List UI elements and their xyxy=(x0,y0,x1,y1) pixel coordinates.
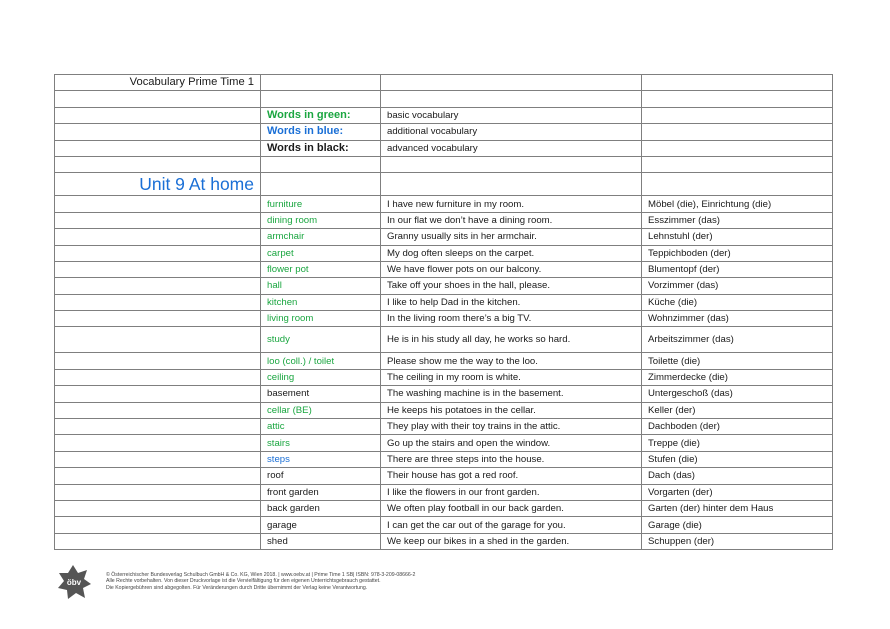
german-translation: Untergeschoß (das) xyxy=(642,386,833,402)
empty-cell xyxy=(55,451,261,467)
example-sentence: I can get the car out of the garage for you. xyxy=(381,517,642,533)
vocab-word: study xyxy=(261,327,381,353)
empty-cell xyxy=(55,386,261,402)
example-sentence: We keep our bikes in a shed in the garden. xyxy=(381,533,642,549)
empty-row xyxy=(55,91,833,107)
example-sentence: Go up the stairs and open the window. xyxy=(381,435,642,451)
vocab-word: attic xyxy=(261,419,381,435)
german-translation: Vorgarten (der) xyxy=(642,484,833,500)
vocab-row xyxy=(55,294,833,310)
empty-cell xyxy=(55,500,261,516)
vocab-row xyxy=(55,196,833,212)
vocab-row xyxy=(55,402,833,418)
vocab-word: flower pot xyxy=(261,261,381,277)
example-sentence: The ceiling in my room is white. xyxy=(381,369,642,385)
vocab-row xyxy=(55,435,833,451)
vocab-word: kitchen xyxy=(261,294,381,310)
german-translation: Schuppen (der) xyxy=(642,533,833,549)
empty-cell xyxy=(55,327,261,353)
vocab-row xyxy=(55,517,833,533)
german-translation: Wohnzimmer (das) xyxy=(642,311,833,327)
vocab-word: ceiling xyxy=(261,369,381,385)
vocab-row xyxy=(55,451,833,467)
legend-row-black xyxy=(55,140,833,156)
vocab-word: shed xyxy=(261,533,381,549)
german-translation: Vorzimmer (das) xyxy=(642,278,833,294)
empty-cell xyxy=(55,533,261,549)
vocab-row xyxy=(55,353,833,369)
vocab-row xyxy=(55,311,833,327)
vocab-word: roof xyxy=(261,468,381,484)
legend-description: advanced vocabulary xyxy=(381,140,642,156)
vocab-row xyxy=(55,484,833,500)
german-translation: Toilette (die) xyxy=(642,353,833,369)
legend-description: additional vocabulary xyxy=(381,124,642,140)
vocab-row xyxy=(55,278,833,294)
example-sentence: Please show me the way to the loo. xyxy=(381,353,642,369)
example-sentence: He is in his study all day, he works so hard. xyxy=(381,327,642,353)
empty-cell xyxy=(55,369,261,385)
legend-row-blue xyxy=(55,124,833,140)
empty-cell xyxy=(55,294,261,310)
vocab-word: armchair xyxy=(261,229,381,245)
empty-row xyxy=(55,156,833,172)
empty-cell xyxy=(55,435,261,451)
vocab-word: stairs xyxy=(261,435,381,451)
footer-line: © Österreichischer Bundesverlag Schulbuch GmbH & Co. KG, Wien 2018. | www.oebv.at | Prime Time 1 SB| ISBN: 978-3-209-08666-2 xyxy=(106,572,416,578)
logo-text: öbv xyxy=(66,578,82,587)
empty-cell xyxy=(55,402,261,418)
vocab-word: carpet xyxy=(261,245,381,261)
vocab-word: cellar (BE) xyxy=(261,402,381,418)
empty-cell xyxy=(55,212,261,228)
example-sentence: I like the flowers in our front garden. xyxy=(381,484,642,500)
legend-label: Words in blue: xyxy=(261,124,381,140)
german-translation: Dach (das) xyxy=(642,468,833,484)
vocab-row xyxy=(55,386,833,402)
legend-label: Words in green: xyxy=(261,107,381,123)
legend-description: basic vocabulary xyxy=(381,107,642,123)
german-translation: Treppe (die) xyxy=(642,435,833,451)
german-translation: Esszimmer (das) xyxy=(642,212,833,228)
example-sentence: I like to help Dad in the kitchen. xyxy=(381,294,642,310)
vocab-word: front garden xyxy=(261,484,381,500)
example-sentence: In our flat we don’t have a dining room. xyxy=(381,212,642,228)
vocab-row xyxy=(55,468,833,484)
example-sentence: The washing machine is in the basement. xyxy=(381,386,642,402)
vocab-word: basement xyxy=(261,386,381,402)
vocab-row xyxy=(55,369,833,385)
vocab-word: garage xyxy=(261,517,381,533)
vocab-row xyxy=(55,533,833,549)
title-row xyxy=(55,75,833,91)
vocab-row xyxy=(55,419,833,435)
example-sentence: He keeps his potatoes in the cellar. xyxy=(381,402,642,418)
oebv-logo-icon xyxy=(56,564,92,600)
example-sentence: We have flower pots on our balcony. xyxy=(381,261,642,277)
german-translation: Zimmerdecke (die) xyxy=(642,369,833,385)
footer-line: Die Kopiergebühren sind abgegolten. Für Veränderungen durch Dritte übernimmt der Verlag keine Verantwortung. xyxy=(106,584,368,591)
unit-title: Unit 9 At home xyxy=(55,173,261,196)
german-translation: Teppichboden (der) xyxy=(642,245,833,261)
empty-cell xyxy=(55,278,261,294)
unit-row xyxy=(55,173,833,196)
vocabulary-table xyxy=(54,74,833,550)
empty-cell xyxy=(55,353,261,369)
empty-cell xyxy=(55,517,261,533)
german-translation: Blumentopf (der) xyxy=(642,261,833,277)
vocab-row xyxy=(55,500,833,516)
empty-cell xyxy=(55,311,261,327)
german-translation: Keller (der) xyxy=(642,402,833,418)
example-sentence: My dog often sleeps on the carpet. xyxy=(381,245,642,261)
vocab-row xyxy=(55,327,833,353)
vocab-word: steps xyxy=(261,451,381,467)
footer xyxy=(56,564,556,600)
german-translation: Lehnstuhl (der) xyxy=(642,229,833,245)
german-translation: Dachboden (der) xyxy=(642,419,833,435)
vocab-word: loo (coll.) / toilet xyxy=(261,353,381,369)
example-sentence: Granny usually sits in her armchair. xyxy=(381,229,642,245)
example-sentence: There are three steps into the house. xyxy=(381,451,642,467)
vocab-row xyxy=(55,212,833,228)
legend-row-green xyxy=(55,107,833,123)
example-sentence: Take off your shoes in the hall, please. xyxy=(381,278,642,294)
vocab-row xyxy=(55,245,833,261)
legend-label: Words in black: xyxy=(261,140,381,156)
empty-cell xyxy=(55,196,261,212)
german-translation: Küche (die) xyxy=(642,294,833,310)
vocab-word: dining room xyxy=(261,212,381,228)
vocab-word: hall xyxy=(261,278,381,294)
empty-cell xyxy=(55,468,261,484)
example-sentence: Their house has got a red roof. xyxy=(381,468,642,484)
empty-cell xyxy=(55,261,261,277)
vocab-word: back garden xyxy=(261,500,381,516)
document-title: Vocabulary Prime Time 1 xyxy=(55,75,261,91)
copyright-notice xyxy=(106,572,415,591)
german-translation: Garage (die) xyxy=(642,517,833,533)
empty-cell xyxy=(55,229,261,245)
example-sentence: They play with their toy trains in the attic. xyxy=(381,419,642,435)
vocab-word: furniture xyxy=(261,196,381,212)
german-translation: Möbel (die), Einrichtung (die) xyxy=(642,196,833,212)
empty-cell xyxy=(55,245,261,261)
german-translation: Stufen (die) xyxy=(642,451,833,467)
empty-cell xyxy=(55,419,261,435)
example-sentence: We often play football in our back garden. xyxy=(381,500,642,516)
vocab-word: living room xyxy=(261,311,381,327)
footer-line: Alle Rechte vorbehalten. Von dieser Druckvorlage ist die Vervielfältigung für den eigenen Unterrichtsgebrauch gestattet. xyxy=(106,578,381,585)
example-sentence: I have new furniture in my room. xyxy=(381,196,642,212)
example-sentence: In the living room there’s a big TV. xyxy=(381,311,642,327)
vocab-row xyxy=(55,261,833,277)
empty-cell xyxy=(55,484,261,500)
german-translation: Arbeitszimmer (das) xyxy=(642,327,833,353)
vocab-row xyxy=(55,229,833,245)
german-translation: Garten (der) hinter dem Haus xyxy=(642,500,833,516)
